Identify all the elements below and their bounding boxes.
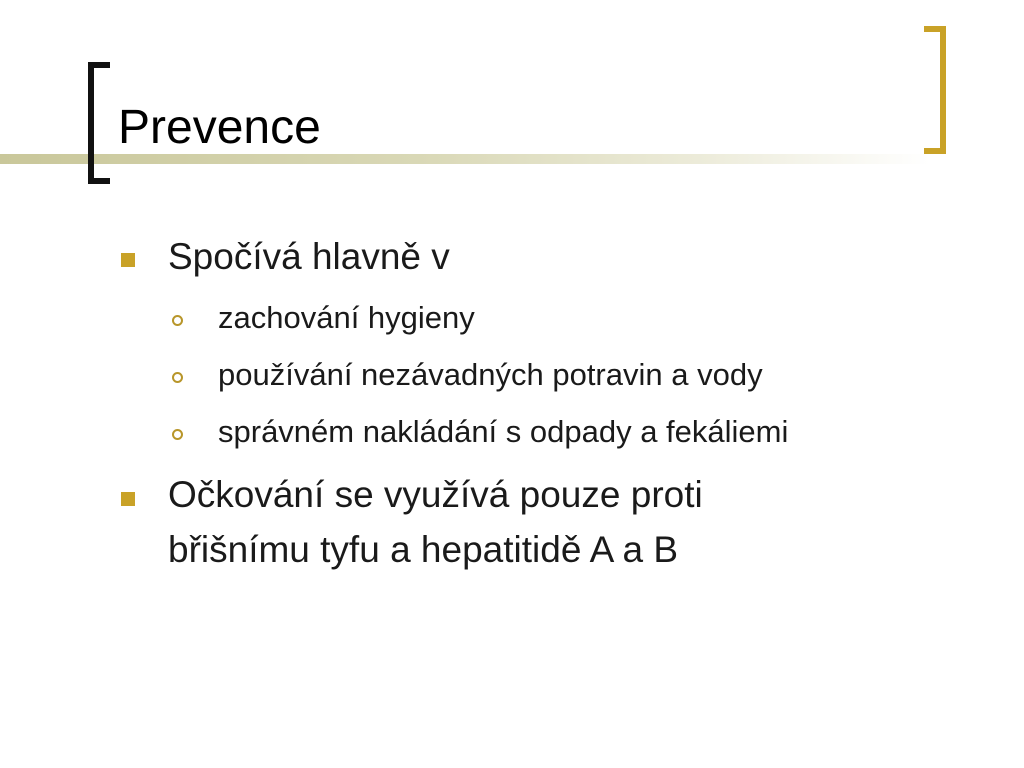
circle-bullet-icon — [172, 315, 183, 326]
square-bullet-icon — [121, 253, 135, 267]
bullet-item-line: Očkování se využívá pouze proti — [168, 474, 703, 515]
bullet-item: Spočívá hlavně v — [168, 236, 450, 277]
bullet-item-line: břišnímu tyfu a hepatitidě A a B — [168, 529, 679, 570]
sub-bullet-item: zachování hygieny — [218, 300, 475, 335]
sub-bullet-item: používání nezávadných potravin a vody — [218, 357, 763, 392]
right-bracket-decor — [924, 26, 946, 154]
circle-bullet-icon — [172, 372, 183, 383]
square-bullet-icon — [121, 492, 135, 506]
slide-title: Prevence — [118, 101, 321, 154]
sub-bullet-item: správném nakládání s odpady a fekáliemi — [218, 414, 789, 449]
circle-bullet-icon — [172, 429, 183, 440]
left-bracket-decor — [88, 62, 110, 184]
